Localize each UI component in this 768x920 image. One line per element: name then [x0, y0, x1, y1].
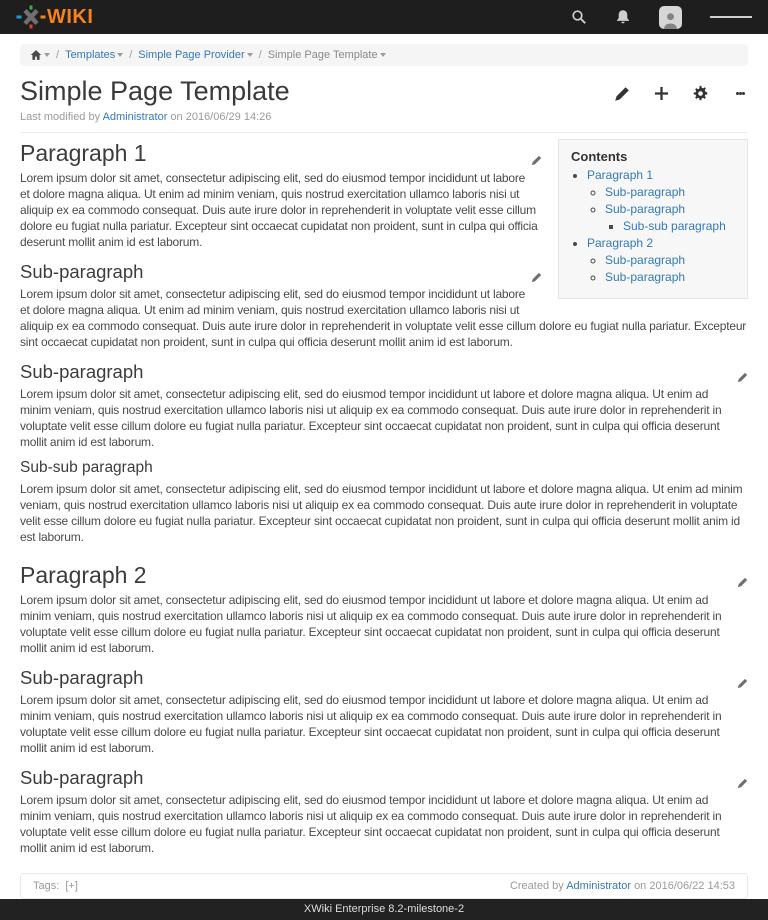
xwiki-x-icon: [16, 5, 46, 29]
last-modified-line: [20, 111, 748, 123]
section-title: Sub-paragraph: [20, 261, 144, 282]
page-title: Simple Page Template: [20, 76, 290, 106]
toc-link-sub-paragraph[interactable]: Sub-paragraph: [605, 253, 686, 267]
breadcrumb-current-page: Simple Page Template: [267, 49, 378, 61]
breadcrumb-link-simple-page-provider[interactable]: Simple Page Provider: [138, 49, 245, 61]
section-edit-icon[interactable]: [737, 366, 748, 387]
tags-label: Tags:: [33, 880, 60, 892]
breadcrumb-home-caret[interactable]: [44, 53, 50, 57]
section-title: Sub-sub paragraph: [20, 459, 153, 476]
section-body: Lorem ipsum dolor sit amet, consectetur adipiscing elit, sed do eiusmod tempor incididunt ut labore et dolore magna aliqua. Ut enim ad minim veniam, quis nostrud exercitation ullamco laboris nisi ut aliquip ex ea commodo consequat. Duis aute irure dolor in reprehenderit in voluptate velit esse cillum dolore eu fugiat nulla pariatur. Excepteur sint occaecat cupidatat non proident, sunt in culpa qui officia deserunt mollit anim id est laborum.: [20, 171, 538, 249]
breadcrumb-separator: /: [258, 49, 262, 61]
section-title: Sub-paragraph: [20, 361, 144, 382]
search-icon[interactable]: [571, 9, 587, 25]
created-suffix: on 2016/06/22 14:53: [634, 880, 735, 892]
section-body: Lorem ipsum dolor sit amet, consectetur adipiscing elit, sed do eiusmod tempor incididunt ut labore et dolore magna aliqua. Ut enim ad minim veniam, quis nostrud exercitation ullamco laboris nisi ut aliquip ex ea commodo consequat. Duis aute irure dolor in reprehenderit in voluptate velit esse cillum dolore eu fugiat nulla pariatur. Excepteur sint occaecat cupidatat non proident, sunt in culpa qui officia deserunt mollit anim id est laborum.: [20, 387, 722, 449]
modified-author-link[interactable]: Administrator: [102, 111, 168, 123]
user-avatar[interactable]: [659, 6, 682, 29]
section-heading-sub-paragraph: [20, 361, 748, 382]
breadcrumb-home[interactable]: [30, 49, 50, 61]
section-edit-icon[interactable]: [531, 146, 542, 171]
breadcrumb-separator: /: [129, 49, 133, 61]
xwiki-logo[interactable]: [16, 5, 93, 29]
toc-item: [605, 201, 735, 235]
section-body: Lorem ipsum dolor sit amet, consectetur adipiscing elit, sed do eiusmod tempor incididunt ut labore et dolore magna aliqua. Ut enim ad minim veniam, quis nostrud exercitation ullamco laboris nisi ut aliquip ex ea commodo consequat. Duis aute irure dolor in reprehenderit in voluptate velit esse cillum dolore eu fugiat nulla pariatur. Excepteur sint occaecat cupidatat non proident, sunt in culpa qui officia deserunt mollit anim id est laborum.: [20, 482, 743, 544]
top-navbar: [0, 0, 768, 34]
toc-link-paragraph-1[interactable]: Paragraph 1: [587, 168, 654, 182]
toc-item: [587, 235, 735, 286]
breadcrumb-caret[interactable]: [380, 53, 386, 57]
section-body: Lorem ipsum dolor sit amet, consectetur adipiscing elit, sed do eiusmod tempor incididunt ut labore et dolore magna aliqua. Ut enim ad minim veniam, quis nostrud exercitation ullamco laboris nisi ut aliquip ex ea commodo consequat. Duis aute irure dolor in reprehenderit in voluptate velit esse cillum dolore eu fugiat nulla pariatur. Excepteur sint occaecat cupidatat non proident, sunt in culpa qui officia deserunt mollit anim id est laborum.: [20, 793, 722, 855]
toc-item: [623, 218, 735, 235]
section-body: Lorem ipsum dolor sit amet, consectetur adipiscing elit, sed do eiusmod tempor incididunt ut labore et dolore magna aliqua. Ut enim ad minim veniam, quis nostrud exercitation ullamco laboris nisi ut aliquip ex ea commodo consequat. Duis aute irure dolor in reprehenderit in voluptate velit esse cillum dolore eu fugiat nulla pariatur. Excepteur sint occaecat cupidatat non proident, sunt in culpa qui officia deserunt mollit anim id est laborum.: [20, 593, 722, 655]
version-label: XWiki Enterprise 8.2-milestone-2: [303, 903, 465, 915]
breadcrumb-caret[interactable]: [117, 53, 123, 57]
section-heading-sub-paragraph: [20, 667, 748, 688]
section-heading-sub-paragraph: [20, 767, 748, 788]
document-header: [20, 76, 748, 123]
created-prefix: Created by: [509, 880, 564, 892]
page-footer: [0, 899, 768, 920]
toc-item: [605, 269, 735, 286]
toc-item: [587, 167, 735, 235]
home-icon: [30, 49, 42, 61]
section-edit-icon[interactable]: [737, 772, 748, 793]
add-tag-button[interactable]: [+]: [65, 880, 78, 892]
section-title: Sub-paragraph: [20, 767, 144, 788]
toc-link-sub-paragraph[interactable]: Sub-paragraph: [605, 202, 686, 216]
section-title: Paragraph 1: [20, 140, 147, 166]
breadcrumb-caret[interactable]: [247, 53, 253, 57]
section-title: Sub-paragraph: [20, 667, 144, 688]
settings-gear-icon[interactable]: [692, 85, 709, 102]
add-icon[interactable]: [653, 86, 669, 101]
toc-title: Contents: [571, 149, 628, 164]
section-heading-sub-sub-paragraph: [20, 459, 748, 477]
document-info-bar: [20, 873, 748, 899]
more-kebab-icon[interactable]: [732, 90, 748, 97]
person-icon: [661, 10, 680, 29]
modified-suffix: on 2016/06/29 14:26: [170, 111, 272, 123]
document-actions: [614, 76, 748, 102]
section-edit-icon[interactable]: [531, 266, 542, 287]
section-edit-icon[interactable]: [737, 672, 748, 693]
edit-icon[interactable]: [614, 86, 630, 102]
created-author-link[interactable]: Administrator: [566, 880, 631, 892]
toc-item: [605, 252, 735, 269]
toc-item: [605, 184, 735, 201]
tags-area: [33, 880, 78, 892]
document-content: [20, 133, 748, 859]
bell-icon[interactable]: [615, 9, 631, 25]
hamburger-menu-icon[interactable]: [710, 14, 752, 21]
section-body: Lorem ipsum dolor sit amet, consectetur adipiscing elit, sed do eiusmod tempor incididunt ut labore et dolore magna aliqua. Ut enim ad minim veniam, quis nostrud exercitation ullamco laboris nisi ut aliquip ex ea commodo consequat. Duis aute irure dolor in reprehenderit in voluptate velit esse cillum dolore eu fugiat nulla pariatur. Excepteur sint occaecat cupidatat non proident, sunt in culpa qui officia deserunt mollit anim id est laborum.: [20, 693, 722, 755]
created-by-line: [510, 880, 735, 892]
breadcrumb-link-templates[interactable]: Templates: [65, 49, 116, 61]
toc-link-sub-paragraph[interactable]: Sub-paragraph: [605, 185, 686, 199]
section-heading-paragraph-2: [20, 563, 748, 588]
toc-link-sub-paragraph[interactable]: Sub-paragraph: [605, 270, 686, 284]
breadcrumb: [20, 44, 748, 66]
section-title: Paragraph 2: [20, 562, 147, 588]
toc-link-paragraph-2[interactable]: Paragraph 2: [587, 236, 654, 250]
table-of-contents-panel: [558, 139, 748, 299]
breadcrumb-separator: /: [56, 49, 60, 61]
logo-text: WIKI: [47, 6, 94, 28]
toc-link-sub-sub-paragraph[interactable]: Sub-sub paragraph: [623, 219, 726, 233]
modified-prefix: Last modified by: [20, 111, 101, 123]
section-body: Lorem ipsum dolor sit amet, consectetur adipiscing elit, sed do eiusmod tempor incididunt ut labore et dolore magna aliqua. Ut enim ad minim veniam, quis nostrud exercitation ullamco laboris nisi ut aliquip ex ea commodo consequat. Duis aute irure dolor in reprehenderit in voluptate velit esse cillum dolore eu fugiat nulla pariatur. Excepteur sint occaecat cupidatat non proident, sunt in culpa qui officia deserunt mollit anim id est laborum.: [20, 287, 747, 349]
section-edit-icon[interactable]: [737, 568, 748, 593]
